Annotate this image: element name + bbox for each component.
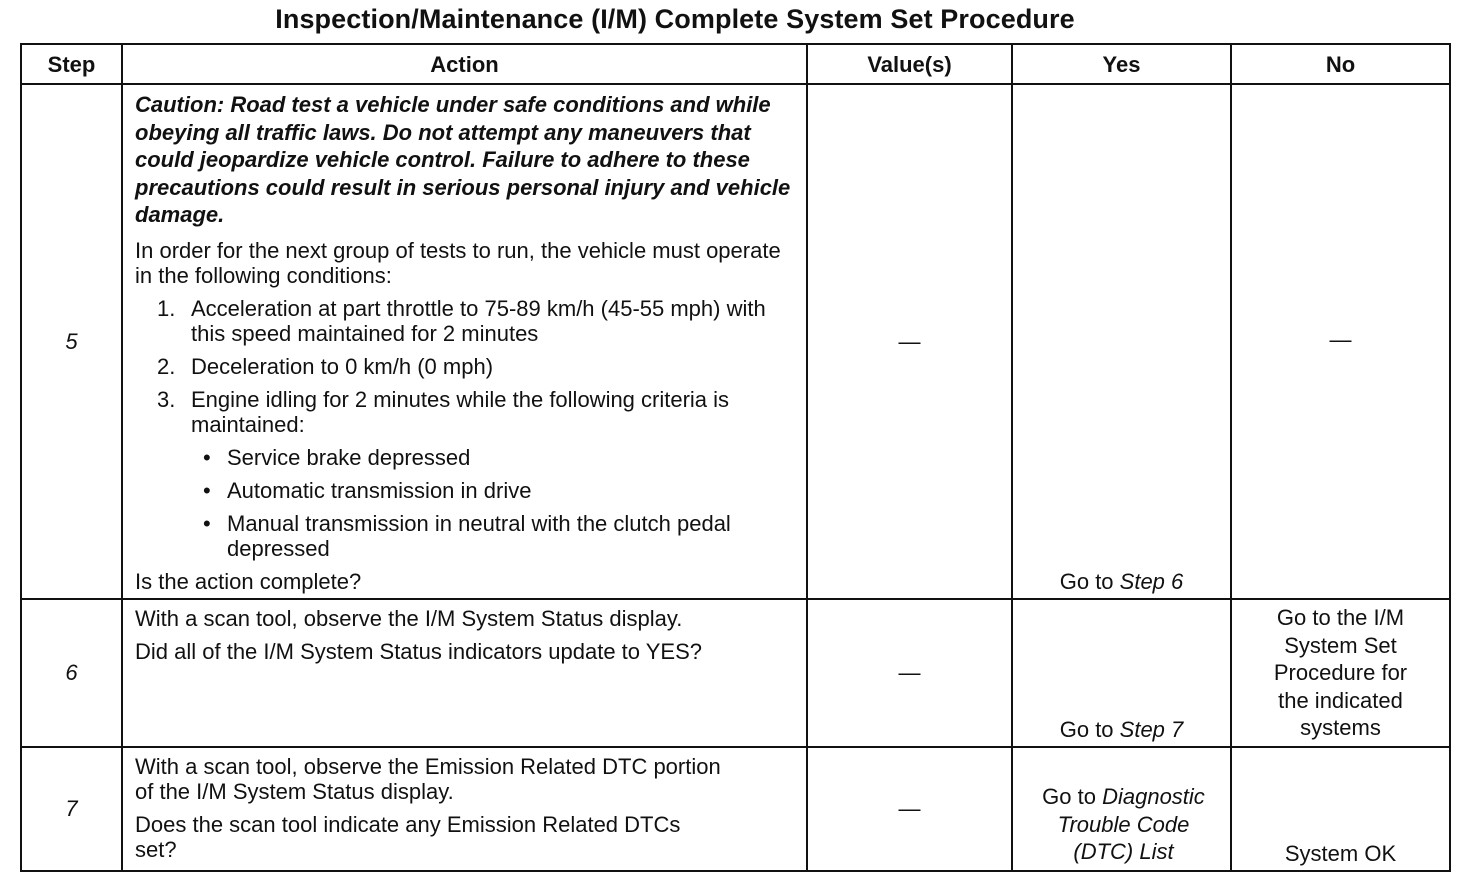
caution-text: Caution: Road test a vehicle under safe conditions and while obeying all traffic laws. Do not attempt any maneuvers that could jeopardize vehicle control. Failure to adhere to these precautions could result in serious personal injury and vehicle damage. bbox=[135, 92, 791, 227]
step-link[interactable]: Step 6 bbox=[1119, 568, 1184, 594]
list-item: 3. Engine idling for 2 minutes while the following criteria is maintained: • Service brake depressed • Automatic transmission in drive • Manual transmission in neutral with the clutch pedal depressed bbox=[135, 387, 796, 561]
value-cell: — bbox=[807, 599, 1012, 747]
column-header-yes: Yes bbox=[1012, 44, 1231, 84]
table-row bbox=[21, 599, 1450, 747]
list-item: • Automatic transmission in drive bbox=[203, 477, 532, 503]
step-number: 6 bbox=[21, 599, 122, 747]
value-cell: — bbox=[807, 84, 1012, 599]
procedure-table bbox=[20, 43, 1451, 872]
value-cell: — bbox=[807, 747, 1012, 871]
table-header-row bbox=[21, 44, 1450, 84]
list-item: 1. Acceleration at part throttle to 75-89 km/h (45-55 mph) with this speed maintained for 2 minutes bbox=[157, 295, 766, 346]
condition-list bbox=[135, 296, 796, 561]
criteria-list bbox=[191, 445, 796, 561]
action-question: Is the action complete? bbox=[135, 568, 362, 594]
column-header-no: No bbox=[1231, 44, 1450, 84]
action-intro: In order for the next group of tests to run, the vehicle must operate in the following conditions: bbox=[135, 237, 781, 288]
column-header-values: Value(s) bbox=[807, 44, 1012, 84]
step-link[interactable]: Step 7 bbox=[1119, 716, 1184, 742]
list-item: 2. Deceleration to 0 km/h (0 mph) bbox=[157, 353, 494, 379]
list-item: • Manual transmission in neutral with the clutch pedal depressed bbox=[203, 510, 731, 561]
step-number: 5 bbox=[21, 84, 122, 599]
page-title: Inspection/Maintenance (I/M) Complete System Set Procedure bbox=[275, 4, 1075, 34]
action-cell: With a scan tool, observe the I/M System Status display. Did all of the I/M System Status indicators update to YES? bbox=[122, 599, 807, 747]
no-cell: — bbox=[1231, 84, 1450, 599]
list-item: • Service brake depressed bbox=[203, 444, 471, 470]
no-cell: System OK bbox=[1231, 747, 1450, 871]
dtc-list-link[interactable]: Diagnostic Trouble Code (DTC) List bbox=[1057, 784, 1205, 864]
table-row bbox=[21, 747, 1450, 871]
column-header-action: Action bbox=[122, 44, 807, 84]
yes-cell: Go to Step 7 bbox=[1012, 599, 1231, 747]
yes-cell: Go to Diagnostic Trouble Code (DTC) List bbox=[1012, 747, 1231, 871]
action-cell bbox=[122, 84, 807, 599]
column-header-step: Step bbox=[21, 44, 122, 84]
table-row bbox=[21, 84, 1450, 599]
action-cell: With a scan tool, observe the Emission Related DTC portion of the I/M System Status display. Does the scan tool indicate any Emission Related DTCs set? bbox=[122, 747, 807, 871]
yes-cell: Go to Step 6 bbox=[1012, 84, 1231, 599]
no-cell: Go to the I/M System Set Procedure for the indicated systems bbox=[1231, 599, 1450, 747]
step-number: 7 bbox=[21, 747, 122, 871]
